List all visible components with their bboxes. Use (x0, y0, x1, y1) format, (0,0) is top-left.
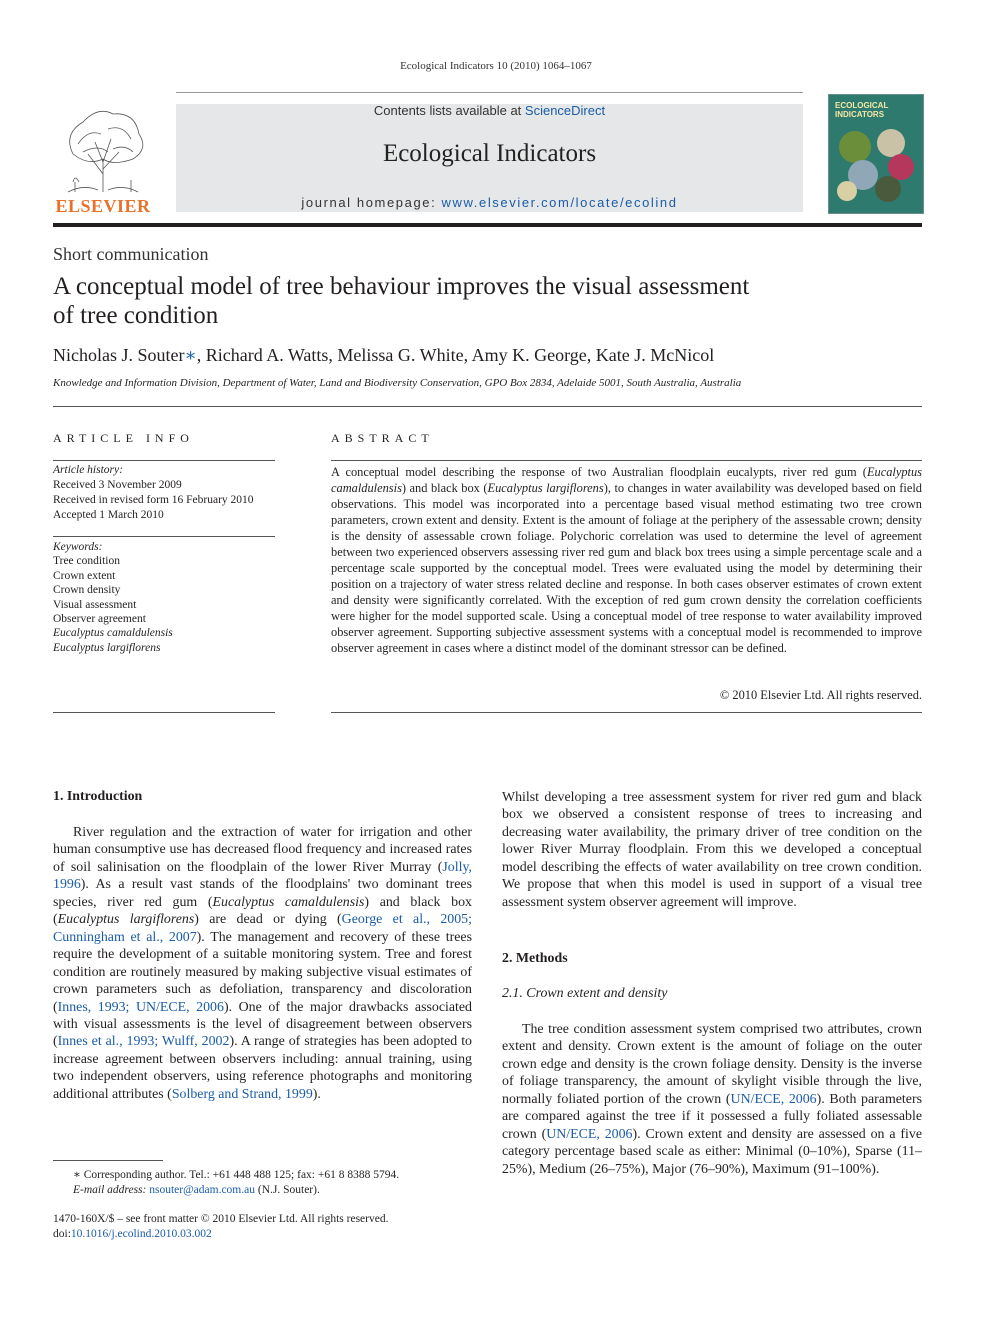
corresponding-author-mark[interactable]: ∗ (184, 345, 197, 365)
corresponding-author-note (53, 1168, 472, 1183)
sciencedirect-link[interactable]: ScienceDirect (524, 103, 606, 118)
abstract-seg: A conceptual model describing the response of two Australian floodplain eucalypts, river red gum ( (331, 465, 867, 479)
doi-link[interactable]: 10.1016/j.ecolind.2010.03.002 (70, 1228, 212, 1240)
cover-title (835, 101, 917, 119)
citation-link[interactable]: Solberg and Strand, 1999 (171, 1086, 313, 1102)
contents-line (176, 103, 803, 118)
email-suffix: (N.J. Souter). (255, 1184, 320, 1196)
author-first: Nicholas J. Souter (53, 345, 185, 365)
keyword: Crown extent (53, 569, 116, 582)
citation-link[interactable]: UN/ECE, 2006 (730, 1091, 817, 1107)
footnote (53, 1168, 472, 1198)
abstract-seg: ), to changes in water availability was developed based on field observations. This model was incorporated into a percentage based visual method estimating two tree crown parameters, crown extent and density. Extent is the amount of foliage at the periphery of the assessable crown; density is the density of assessable crown foliage. Polychoric correlation was used to determine the level of agreement between two experienced observers assessing river red gum and black box trees using a simple percentage scale and a percentage scale supported by the conceptual model. Trees were evaluated using the model by determining their position on a trajectory of water stress related decline and response. In both cases observer estimates of crown extent and density were significantly correlated. With the exception of red gum crown density the correlation coefficients were higher for the model supported scale. Using a conceptual model of tree response to water availability improved observer agreement. Supporting subjective assessment systems with a conceptual model is recommended to improve observer agreement in cases where a distinct model of the dominant stressor can be defined. (331, 481, 922, 655)
keywords-label: Keywords: (53, 541, 103, 553)
intro-paragraph-2: Whilst developing a tree assessment system for river red gum and black box we observed a consistent response of trees to increasing and decreasing water availability, the primary driver of tree condition on the lower River Murray floodplain. From this we developed a conceptual model describing the effects of water availability on tree crown condition. We propose that when this model is used in support of a visual tree assessment system observer agreement will improve. (502, 790, 922, 910)
affiliation: Knowledge and Information Division, Department of Water, Land and Biodiversity Conservation, GPO Box 2834, Adelaide 5001, South Australia, Australia (53, 377, 742, 389)
cover-title-line2: INDICATORS (835, 110, 885, 119)
article-info-rule-top (53, 460, 275, 461)
abstract-copyright: © 2010 Elsevier Ltd. All rights reserved. (719, 688, 922, 702)
methods-seg: ). Both parameters are compared against the tree if it possessed a fully foliated assessable crown ( (502, 1091, 922, 1142)
keyword: Eucalyptus largiflorens (53, 641, 161, 654)
cover-title-line1: ECOLOGICAL (835, 101, 889, 110)
doi-line (53, 1227, 388, 1242)
intro-species: Eucalyptus largiflorens (57, 912, 195, 928)
methods-heading: 2. Methods (502, 951, 568, 966)
history-revised: Received in revised form 16 February 2010 (53, 494, 254, 506)
front-matter-text: 1470-160X/$ – see front matter © 2010 Elsevier Ltd. All rights reserved. (53, 1213, 389, 1225)
abstract-species: Eucalyptus largiflorens (487, 481, 604, 495)
cover-photo-collage (833, 125, 919, 205)
intro-seg: ). A range of strategies has been adopted to increase agreement between observers including: annual training, using two independent observers, using reference photographs and monitoring additional attributes ( (53, 1034, 472, 1102)
abstract-rule-top (331, 460, 922, 461)
citation-link[interactable]: Innes et al., 1993; Wulff, 2002 (57, 1034, 230, 1050)
methods-seg: ). Crown extent and density are assessed on a five category percentage based scale as either: Minimal (0–10%), Sparse (11–25%), Medium (26–75%), Major (76–90%), Maximum (91–100%). (502, 1126, 922, 1177)
keyword: Tree condition (53, 555, 120, 568)
contents-prefix: Contents lists available at (373, 103, 525, 118)
header-thick-rule (53, 223, 922, 227)
methods-seg: The tree condition assessment system comprised two attributes, crown extent and density. Crown extent is the amount of foliage on the outer crown edge and density is the crown foliage density. Density is the inverse of foliage transparency, the amount of skylight visible through the live, normally foliated portion of the crown ( (502, 1022, 922, 1107)
journal-title: Ecological Indicators (382, 140, 597, 167)
article-info-rule-mid (53, 536, 275, 537)
citation-link[interactable]: George et al., 2005; Cunningham et al., 2007 (53, 912, 472, 945)
article-info-rule-bottom (53, 712, 275, 713)
journal-reference: Ecological Indicators 10 (2010) 1064–1067 (400, 60, 592, 72)
elsevier-wordmark: ELSEVIER (55, 196, 151, 216)
keyword: Eucalyptus camaldulensis (53, 627, 173, 640)
intro-seg: ). The management and recovery of these trees require the development of a suitable monitoring system. Tree and forest condition are routinely measured by making subjective visual estimates of crown parameters such as defoliation, transparency and discoloration ( (53, 929, 472, 1015)
email-note (53, 1183, 472, 1198)
keywords-block (53, 540, 275, 655)
methods-paragraph (502, 1021, 922, 1178)
article-title: A conceptual model of tree behaviour improves the visual assessment of tree condition (53, 273, 750, 329)
article-history (53, 463, 275, 523)
keyword: Observer agreement (53, 613, 146, 626)
homepage-prefix: journal homepage: (301, 195, 442, 210)
abstract-species: Eucalyptus camaldulensis (331, 465, 922, 495)
intro-seg: ). One of the major drawbacks associated with visual assessments is the level of disagreement between observers ( (53, 999, 472, 1050)
citation-link[interactable]: Innes, 1993; UN/ECE, 2006 (57, 999, 224, 1015)
introduction-paragraph (53, 824, 472, 1103)
introduction-heading: 1. Introduction (53, 789, 143, 804)
journal-cover-image (828, 94, 924, 214)
intro-seg: ) and black box ( (53, 894, 472, 928)
article-info-heading: ARTICLE INFO (53, 431, 194, 445)
footnote-mark: ∗ (73, 1169, 81, 1181)
history-label: Article history: (53, 464, 123, 476)
keyword: Visual assessment (53, 598, 137, 611)
homepage-link[interactable]: www.elsevier.com/locate/ecolind (441, 195, 678, 210)
abstract-seg: ) and black box ( (401, 481, 488, 495)
keyword: Crown density (53, 584, 121, 597)
authors-rest: , Richard A. Watts, Melissa G. White, Amy K. George, Kate J. McNicol (196, 345, 715, 365)
journal-homepage (176, 195, 803, 210)
footnote-rule (53, 1160, 163, 1161)
citation-link[interactable]: Jolly, 1996 (53, 859, 472, 893)
subsection-heading: 2.1. Crown extent and density (502, 986, 668, 1001)
history-received: Received 3 November 2009 (53, 479, 182, 491)
article-type: Short communication (53, 244, 209, 264)
email-label: E-mail address: (73, 1184, 150, 1196)
intro-seg: ) are dead or dying ( (194, 912, 342, 928)
header-rule (176, 92, 803, 93)
author-list (53, 345, 714, 366)
footnote-contact: Corresponding author. Tel.: +61 448 488 125; fax: +61 8 8388 5794. (80, 1169, 400, 1181)
intro-seg: ). (312, 1086, 321, 1102)
intro-seg: ). As a result vast stands of the floodplains' two dominant trees species, river red gum ( (53, 877, 472, 910)
history-accepted: Accepted 1 March 2010 (53, 509, 164, 521)
intro-species: Eucalyptus camaldulensis (212, 894, 365, 910)
affiliation-rule (53, 406, 922, 407)
abstract-heading: ABSTRACT (331, 431, 434, 445)
abstract-text (331, 464, 922, 656)
front-matter (53, 1212, 388, 1242)
citation-link[interactable]: UN/ECE, 2006 (546, 1126, 633, 1142)
intro-seg: River regulation and the extraction of water for irrigation and other human consumptive use has decreased flood frequency and increased rates of soil salinisation on the floodplain of the lower River Murray ( (53, 825, 472, 875)
abstract-rule-bottom (331, 712, 922, 713)
doi-label: doi: (53, 1228, 71, 1240)
email-link[interactable]: nsouter@adam.com.au (149, 1184, 255, 1196)
